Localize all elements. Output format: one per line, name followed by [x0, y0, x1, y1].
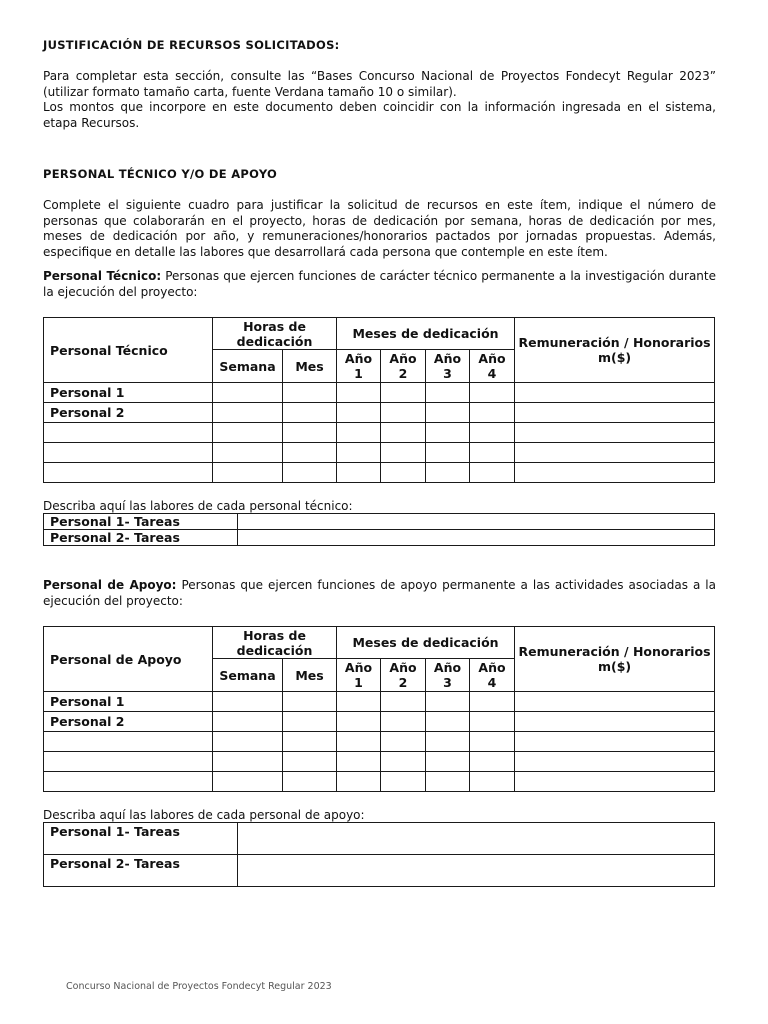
table-cell[interactable]: [515, 463, 715, 483]
apoyo-mes-header: Mes: [283, 659, 337, 692]
task-input[interactable]: [238, 855, 715, 887]
table-cell[interactable]: [283, 692, 337, 712]
table-cell[interactable]: [283, 403, 337, 423]
apoyo-tasks-table: [43, 822, 715, 887]
table-cell[interactable]: [337, 443, 381, 463]
table-row: [44, 403, 715, 423]
intro-paragraph-1: Para completar esta sección, consulte las “Bases Concurso Nacional de Proyectos Fondecyt Regular 2023” (utilizar formato tamaño carta, fuente Verdana tamaño 10 o similar).: [43, 69, 716, 99]
table-cell[interactable]: [213, 403, 283, 423]
table-cell[interactable]: [470, 732, 515, 752]
task-label: Personal 2- Tareas: [44, 855, 238, 887]
table-cell[interactable]: [213, 692, 283, 712]
table-cell[interactable]: [426, 712, 470, 732]
table-cell[interactable]: [515, 772, 715, 792]
table-cell[interactable]: [515, 443, 715, 463]
doc-title: JUSTIFICACIÓN DE RECURSOS SOLICITADOS:: [43, 38, 340, 52]
table-cell[interactable]: [283, 423, 337, 443]
table-row: [44, 732, 715, 752]
table-cell[interactable]: [283, 463, 337, 483]
section-title: PERSONAL TÉCNICO Y/O DE APOYO: [43, 167, 278, 181]
table-cell[interactable]: [337, 383, 381, 403]
task-input[interactable]: [238, 823, 715, 855]
table-cell[interactable]: [426, 443, 470, 463]
table-cell[interactable]: [426, 752, 470, 772]
tecnico-label: Personal Técnico:: [43, 269, 162, 283]
table-cell[interactable]: [381, 443, 426, 463]
tecnico-semana-header: Semana: [213, 350, 283, 383]
apoyo-remun-header: Remuneración / Honorarios m($): [515, 627, 715, 692]
tecnico-tasks-table: [43, 513, 715, 546]
document-page: [43, 38, 716, 887]
tecnico-anio4-header: Año 4: [470, 350, 515, 383]
table-cell[interactable]: [515, 752, 715, 772]
table-row: [44, 463, 715, 483]
tecnico-meses-header: Meses de dedicación: [337, 318, 515, 350]
table-cell[interactable]: [470, 752, 515, 772]
table-cell[interactable]: [381, 692, 426, 712]
table-cell[interactable]: [426, 403, 470, 423]
section-intro: Complete el siguiente cuadro para justificar la solicitud de recursos en este ítem, indique el número de personas que colaborarán en el proyecto, horas de dedicación por semana, horas de dedicación por mes, meses de dedicación por año, y remuneraciones/honorarios pactados por jornadas propuestas. Además, especifique en detalle las labores que desarrollará cada persona que contemple en este ítem.: [43, 198, 716, 259]
table-cell[interactable]: [381, 403, 426, 423]
table-cell[interactable]: [213, 443, 283, 463]
apoyo-desc-text: Personas que ejercen funciones de apoyo permanente a las actividades asociadas a la ejecución del proyecto:: [43, 578, 716, 608]
table-cell[interactable]: [337, 732, 381, 752]
table-row: [44, 383, 715, 403]
table-cell[interactable]: [426, 772, 470, 792]
apoyo-tasks-caption: Describa aquí las labores de cada personal de apoyo:: [43, 808, 365, 822]
table-cell[interactable]: [426, 732, 470, 752]
table-cell[interactable]: [337, 692, 381, 712]
table-cell[interactable]: [283, 752, 337, 772]
table-cell[interactable]: [213, 423, 283, 443]
table-cell[interactable]: [470, 692, 515, 712]
table-cell[interactable]: [515, 403, 715, 423]
row-label: Personal 1: [44, 383, 213, 403]
tecnico-anio1-header: Año 1: [337, 350, 381, 383]
tecnico-col-title: Personal Técnico: [44, 318, 213, 383]
task-label: Personal 1- Tareas: [44, 823, 238, 855]
row-label: Personal 2: [44, 403, 213, 423]
task-label: Personal 1- Tareas: [44, 514, 238, 530]
tecnico-remun-header: Remuneración / Honorarios m($): [515, 318, 715, 383]
tecnico-mes-header: Mes: [283, 350, 337, 383]
page-footer: Concurso Nacional de Proyectos Fondecyt Regular 2023: [66, 981, 332, 992]
apoyo-meses-header: Meses de dedicación: [337, 627, 515, 659]
table-cell[interactable]: [337, 712, 381, 732]
table-cell[interactable]: [381, 752, 426, 772]
tecnico-table: [43, 317, 715, 483]
apoyo-anio2-header: Año 2: [381, 659, 426, 692]
task-input[interactable]: [238, 530, 715, 546]
table-row: [44, 752, 715, 772]
table-cell[interactable]: [470, 403, 515, 423]
table-cell[interactable]: [381, 712, 426, 732]
table-cell[interactable]: [381, 463, 426, 483]
table-cell[interactable]: [515, 712, 715, 732]
table-cell[interactable]: [381, 732, 426, 752]
tecnico-anio2-header: Año 2: [381, 350, 426, 383]
table-cell[interactable]: [515, 383, 715, 403]
table-cell[interactable]: [470, 383, 515, 403]
table-cell[interactable]: [283, 443, 337, 463]
row-label: Personal 1: [44, 692, 213, 712]
table-cell[interactable]: [283, 383, 337, 403]
row-label: [44, 423, 213, 443]
task-input[interactable]: [238, 514, 715, 530]
table-cell[interactable]: [337, 423, 381, 443]
table-cell[interactable]: [470, 463, 515, 483]
table-cell[interactable]: [426, 383, 470, 403]
apoyo-col-title: Personal de Apoyo: [44, 627, 213, 692]
task-label: Personal 2- Tareas: [44, 530, 238, 546]
table-cell[interactable]: [470, 772, 515, 792]
apoyo-label: Personal de Apoyo:: [43, 578, 177, 592]
table-cell[interactable]: [381, 383, 426, 403]
row-label: [44, 772, 213, 792]
tecnico-horas-header: Horas de dedicación: [213, 318, 337, 350]
table-cell[interactable]: [213, 732, 283, 752]
row-label: Personal 2: [44, 712, 213, 732]
apoyo-anio3-header: Año 3: [426, 659, 470, 692]
tecnico-tasks-caption: Describa aquí las labores de cada personal técnico:: [43, 499, 353, 513]
apoyo-table: [43, 626, 715, 792]
table-cell[interactable]: [213, 772, 283, 792]
table-row: [44, 692, 715, 712]
table-cell[interactable]: [470, 443, 515, 463]
table-cell[interactable]: [337, 772, 381, 792]
row-label: [44, 732, 213, 752]
table-cell[interactable]: [426, 692, 470, 712]
apoyo-description: [43, 578, 716, 609]
table-row: [44, 772, 715, 792]
apoyo-anio4-header: Año 4: [470, 659, 515, 692]
apoyo-horas-header: Horas de dedicación: [213, 627, 337, 659]
table-cell[interactable]: [470, 712, 515, 732]
tecnico-description: [43, 269, 716, 300]
row-label: [44, 752, 213, 772]
table-cell[interactable]: [283, 712, 337, 732]
table-cell[interactable]: [515, 692, 715, 712]
table-cell[interactable]: [515, 423, 715, 443]
table-cell[interactable]: [381, 772, 426, 792]
table-cell[interactable]: [337, 463, 381, 483]
table-cell[interactable]: [426, 423, 470, 443]
table-cell[interactable]: [470, 423, 515, 443]
table-cell[interactable]: [283, 772, 337, 792]
table-cell[interactable]: [213, 383, 283, 403]
table-cell[interactable]: [213, 752, 283, 772]
apoyo-semana-header: Semana: [213, 659, 283, 692]
row-label: [44, 463, 213, 483]
table-cell[interactable]: [426, 463, 470, 483]
apoyo-anio1-header: Año 1: [337, 659, 381, 692]
tecnico-desc-text: Personas que ejercen funciones de carácter técnico permanente a la investigación durante la ejecución del proyecto:: [43, 269, 716, 299]
table-row: [44, 423, 715, 443]
table-row: [44, 443, 715, 463]
table-row: [44, 712, 715, 732]
table-cell[interactable]: [337, 752, 381, 772]
table-cell[interactable]: [283, 732, 337, 752]
table-cell[interactable]: [381, 423, 426, 443]
intro-paragraph-2: Los montos que incorpore en este documento deben coincidir con la información ingresada en el sistema, etapa Recursos.: [43, 100, 716, 130]
table-cell[interactable]: [213, 712, 283, 732]
row-label: [44, 443, 213, 463]
table-cell[interactable]: [213, 463, 283, 483]
tecnico-anio3-header: Año 3: [426, 350, 470, 383]
table-cell[interactable]: [515, 732, 715, 752]
table-cell[interactable]: [337, 403, 381, 423]
